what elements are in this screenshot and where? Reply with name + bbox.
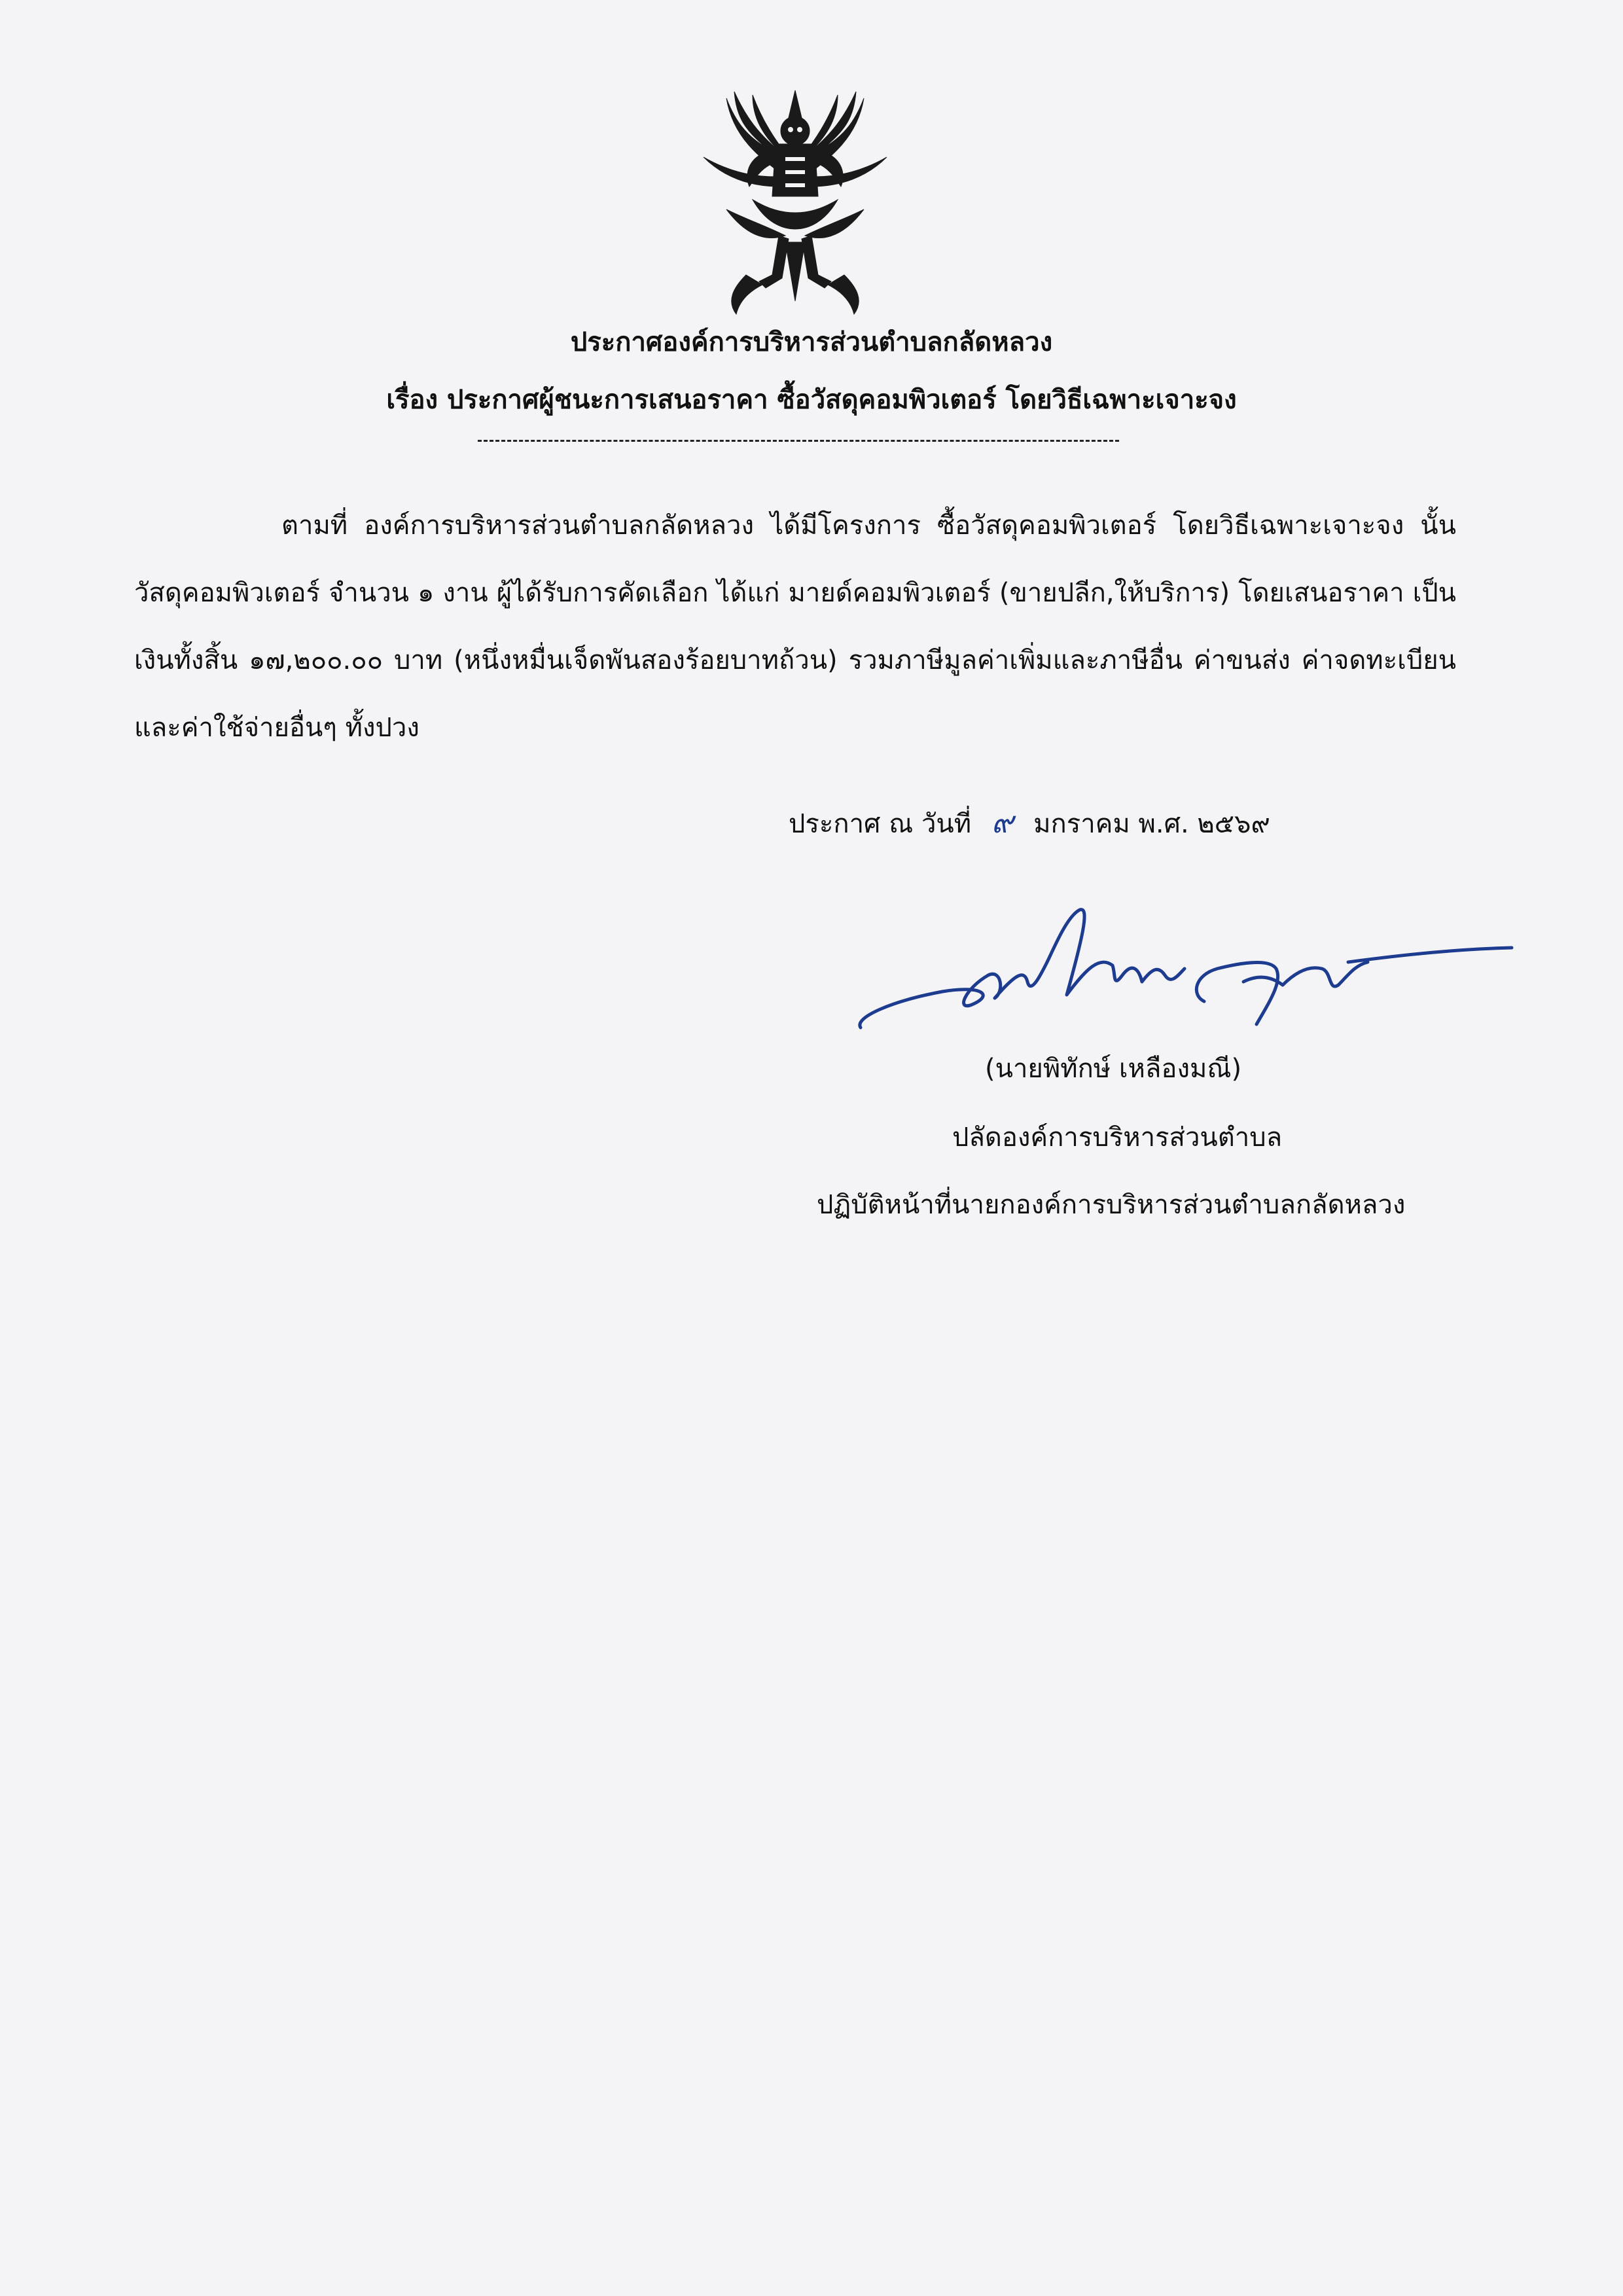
title-divider — [478, 440, 1119, 442]
announcement-subject: เรื่อง ประกาศผู้ชนะการเสนอราคา ซื้อวัสดุคอมพิวเตอร์ โดยวิธีเฉพาะเจาะจง — [386, 385, 1237, 415]
announcement-date — [789, 798, 1270, 846]
date-month-year: มกราคม พ.ศ. ๒๕๖๙ — [1033, 809, 1270, 839]
garuda-emblem-icon — [687, 79, 903, 321]
handwritten-signature-icon — [851, 877, 1518, 1047]
announcement-title: ประกาศองค์การบริหารส่วนตำบลกลัดหลวง — [570, 327, 1053, 357]
signatory-name: (นายพิทักษ์ เหลืองมณี) — [985, 1054, 1242, 1084]
announcement-body — [134, 492, 1456, 762]
date-day-handwritten: ๙ — [991, 804, 1014, 840]
body-text: ตามที่ องค์การบริหารส่วนตำบลกลัดหลวง ได้มีโครงการ ซื้อวัสดุคอมพิวเตอร์ โดยวิธีเฉพาะเจาะจง นั้น วัสดุคอมพิวเตอร์ จำนวน ๑ งาน ผู้ได้รับการคัดเลือก ได้แก่ มายด์คอมพิวเตอร์ (ขายปลีก,ให้บริการ) โดยเสนอราคา เป็นเงินทั้งสิ้น ๑๗,๒๐๐.๐๐ บาท (หนึ่งหมื่นเจ็ดพันสองร้อยบาทถ้วน) รวมภาษีมูลค่าเพิ่มและภาษีอื่น ค่าขนส่ง ค่าจดทะเบียน และค่าใช้จ่ายอื่นๆ ทั้งปวง — [134, 511, 1456, 743]
signatory-acting-position: ปฏิบัติหน้าที่นายกองค์การบริหารส่วนตำบลกลัดหลวง — [817, 1190, 1406, 1220]
signatory-position: ปลัดองค์การบริหารส่วนตำบล — [952, 1122, 1283, 1153]
date-prefix: ประกาศ ณ วันที่ — [789, 809, 972, 839]
